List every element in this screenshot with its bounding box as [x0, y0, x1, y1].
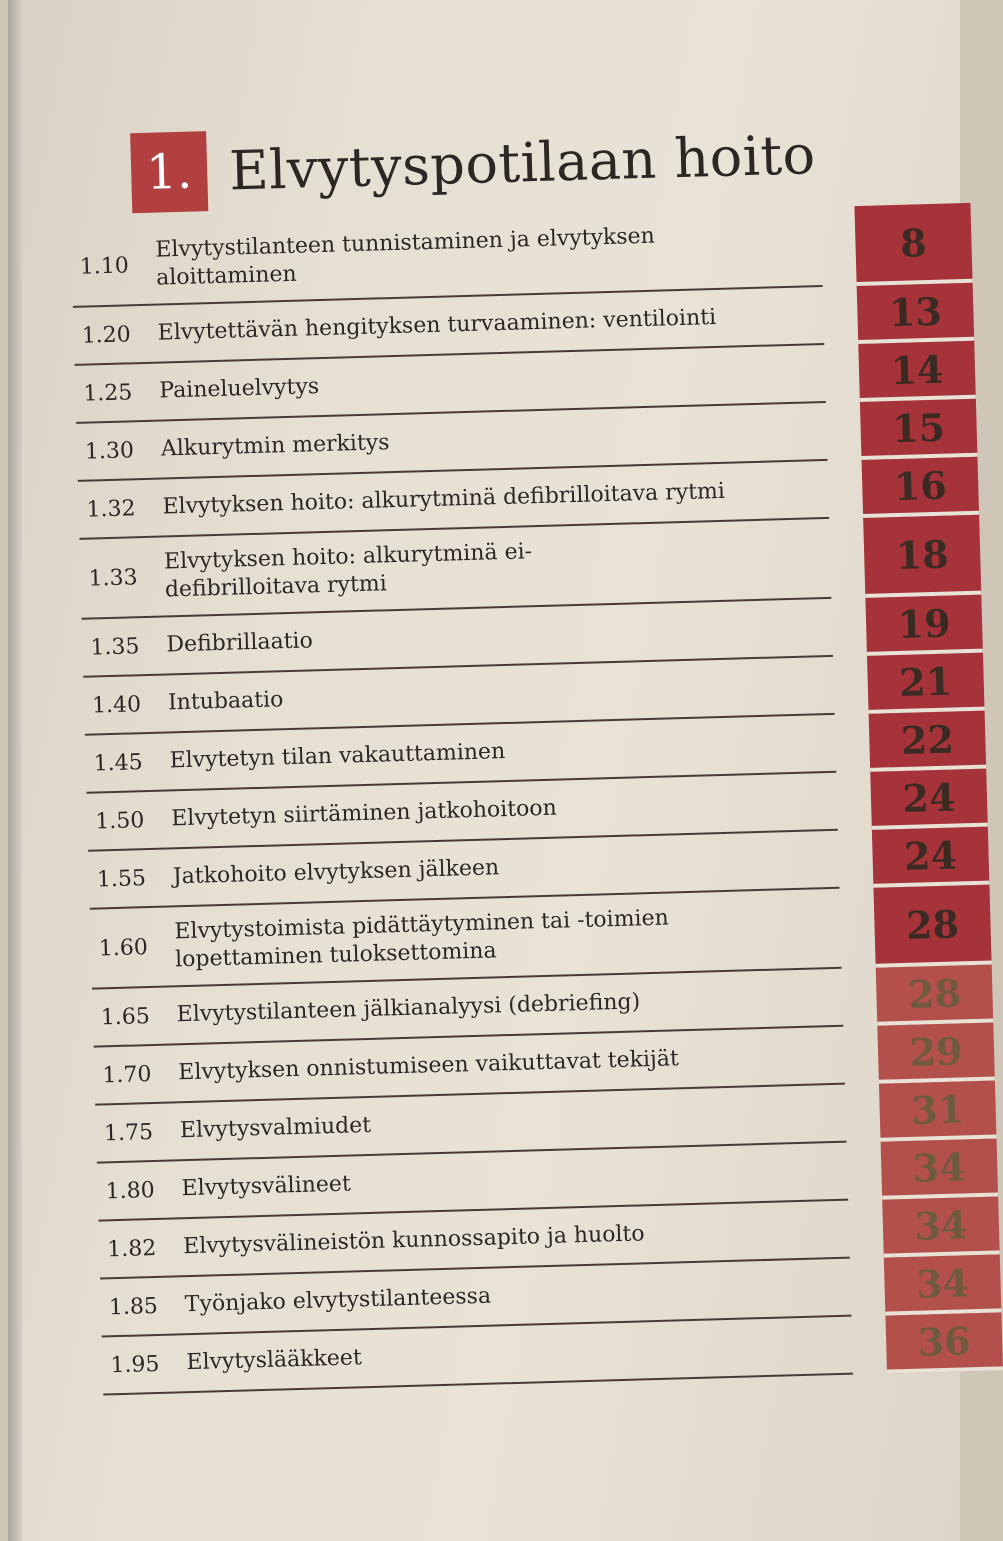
section-number: 1.30 [84, 437, 135, 465]
entry-title: Paineluelvytys [158, 374, 320, 404]
section-number: 1.85 [108, 1293, 159, 1320]
page-number-tab: 15 [860, 399, 978, 460]
section-number: 1.50 [94, 807, 145, 835]
section-number: 1.45 [93, 749, 144, 777]
section-number: 1.10 [79, 252, 130, 280]
entry-title: Elvytetyn siirtäminen jatkohoitoon [170, 795, 558, 832]
page-number-tab: 16 [862, 457, 980, 518]
entry-title: Elvytyksen hoito: alkurytminä defibrilloitava rytmi [162, 478, 726, 520]
chapter-number: 1. [130, 131, 208, 213]
page-number-tab: 19 [865, 595, 983, 656]
book-spine [8, 0, 22, 1541]
toc-content [68, 105, 1003, 1396]
page-number-tab: 18 [863, 515, 981, 598]
entry-title: Defibrillaatio [166, 628, 314, 658]
page-number-tab: 22 [869, 711, 987, 772]
section-number: 1.82 [106, 1235, 157, 1262]
page-number-tab: 34 [882, 1196, 1000, 1257]
entry-title: Elvytystilanteen jälkianalyysi (debriefing) [176, 989, 641, 1028]
section-number: 1.95 [110, 1351, 160, 1378]
section-number: 1.60 [98, 934, 149, 961]
section-number: 1.70 [102, 1061, 152, 1088]
entry-title: Elvytystilanteen tunnistaminen ja elvytyksen aloittaminen [155, 223, 656, 291]
section-number: 1.20 [81, 321, 132, 349]
entry-title: Työnjako elvytystilanteessa [184, 1283, 492, 1318]
entry-title: Elvytetyn tilan vakauttaminen [169, 739, 506, 774]
section-number: 1.33 [88, 564, 138, 592]
entry-title: Elvytyksen hoito: alkurytminä ei-defibrilloitava rytmi [163, 539, 533, 603]
page-number-tab: 24 [872, 827, 990, 888]
page-number-tab: 8 [854, 203, 972, 286]
section-number: 1.25 [83, 379, 133, 407]
section-number: 1.35 [90, 633, 140, 661]
page-number-tab: 29 [877, 1023, 995, 1084]
entry-title: Elvytystoimista pidättäytyminen tai -toimien lopettaminen tuloksettomina [174, 905, 670, 973]
entry-title: Elvytysvälineet [181, 1171, 352, 1202]
page-number-tab: 21 [867, 653, 985, 714]
page-number-tab: 36 [885, 1312, 1003, 1373]
page-number-tab: 34 [881, 1138, 999, 1199]
chapter-heading [130, 105, 970, 218]
entry-title: Jatkohoito elvytyksen jälkeen [172, 855, 500, 890]
page-number-tab: 31 [879, 1080, 997, 1141]
entry-title: Elvytyslääkkeet [186, 1345, 363, 1376]
section-number: 1.80 [105, 1177, 155, 1204]
page-number-tab: 24 [870, 769, 988, 830]
chapter-title: Elvytyspotilaan hoito [228, 122, 817, 203]
section-number: 1.40 [91, 691, 142, 719]
section-number: 1.65 [100, 1003, 151, 1030]
page-number-tab: 28 [876, 965, 994, 1026]
page-number-tab: 13 [857, 283, 975, 344]
section-number: 1.75 [103, 1119, 154, 1146]
toc-list [71, 203, 1003, 1396]
section-number: 1.55 [96, 865, 147, 892]
entry-title: Alkurytmin merkitys [160, 430, 390, 462]
entry-title: Elvytysvälineistön kunnossapito ja huolto [182, 1221, 645, 1260]
entry-title: Elvytettävän hengityksen turvaaminen: ventilointi [157, 304, 717, 346]
entry-title: Elvytyksen onnistumiseen vaikuttavat tekijät [178, 1046, 680, 1086]
page-number-tab: 28 [873, 885, 991, 968]
entry-title: Elvytysvalmiudet [179, 1112, 372, 1144]
page-number-tab: 14 [858, 341, 976, 402]
entry-title: Intubaatio [167, 687, 284, 716]
section-number: 1.32 [86, 495, 136, 523]
book-page [8, 0, 972, 1541]
page-number-tab: 34 [884, 1254, 1002, 1315]
